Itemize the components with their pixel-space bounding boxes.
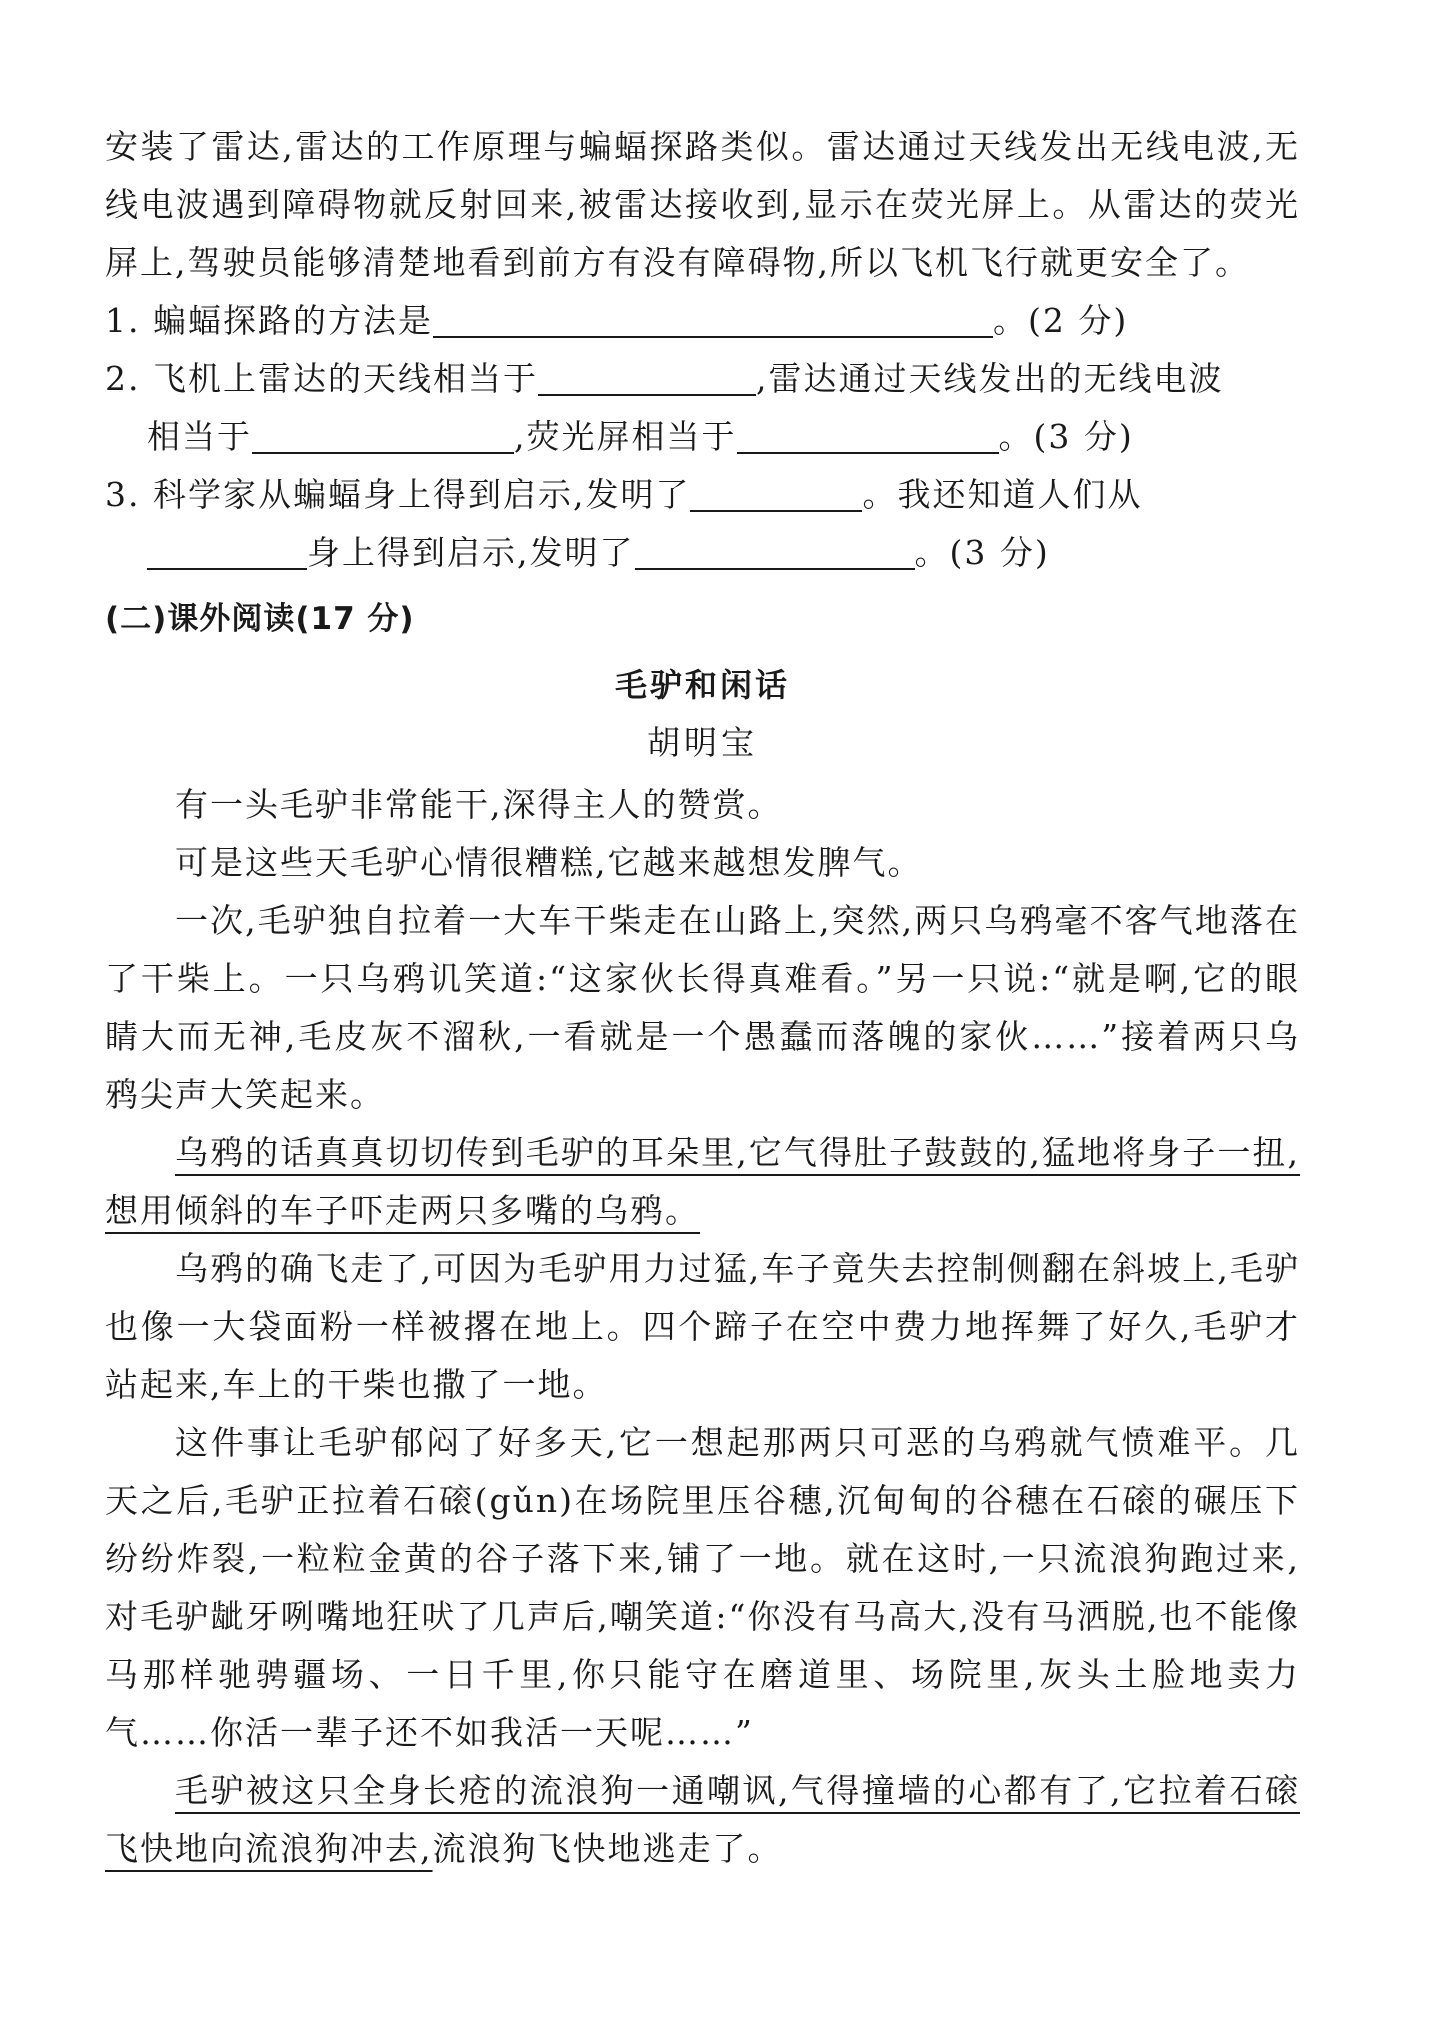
story-paragraph-7-rest: 流浪狗飞快地逃走了。: [432, 1829, 783, 1868]
q1-suffix: 。(2 分): [992, 301, 1129, 340]
story-paragraph-4: [105, 1124, 1300, 1240]
question-3-line-1: [105, 466, 1300, 524]
q2-mid1: ,雷达通过天线发出的无线电波: [755, 359, 1224, 398]
q1-answer-blank[interactable]: [433, 298, 993, 338]
section-heading: (二)课外阅读(17 分): [105, 601, 415, 637]
underlined-sentence-1: 乌鸦的话真真切切传到毛驴的耳朵里,它气得肚子鼓鼓的,猛地将身子一扭,想用倾斜的车子吓走两只多嘴的乌鸦。: [105, 1133, 1300, 1230]
story-paragraph-1: 有一头毛驴非常能干,深得主人的赞赏。: [175, 785, 783, 824]
question-3-line-2: [105, 524, 1300, 582]
q3-mid2: 身上得到启示,发明了: [307, 533, 635, 572]
q3-blank-invention-2[interactable]: [635, 530, 915, 570]
story-paragraph-5: 乌鸦的确飞走了,可因为毛驴用力过猛,车子竟失去控制侧翻在斜坡上,毛驴也像一大袋面粉一样被撂在地上。四个蹄子在空中费力地挥舞了好久,毛驴才站起来,车上的干柴也撒了一地。: [105, 1249, 1300, 1404]
q2-blank-antenna[interactable]: [538, 356, 756, 396]
q3-prefix: 3. 科学家从蝙蝠身上得到启示,发明了: [105, 475, 691, 514]
q2-suffix: 。(3 分): [998, 417, 1134, 456]
question-2-line-1: [105, 350, 1300, 408]
q2-blank-screen[interactable]: [737, 414, 999, 454]
intro-passage: 安装了雷达,雷达的工作原理与蝙蝠探路类似。雷达通过天线发出无线电波,无线电波遇到障碍物就反射回来,被雷达接收到,显示在荧光屏上。从雷达的荧光屏上,驾驶员能够清楚地看到前方有没有障碍物,所以飞机飞行就更安全了。: [105, 127, 1300, 282]
exam-page: [105, 118, 1300, 1878]
story-paragraph-6: 这件事让毛驴郁闷了好多天,它一想起那两只可恶的乌鸦就气愤难平。几天之后,毛驴正拉着石磙(gǔn)在场院里压谷穗,沉甸甸的谷穗在石磙的碾压下纷纷炸裂,一粒粒金黄的谷子落下来,铺了一地。就在这时,一只流浪狗跑过来,对毛驴龇牙咧嘴地狂吠了几声后,嘲笑道:“你没有马高大,没有马洒脱,也不能像马那样驰骋疆场、一日千里,你只能守在磨道里、场院里,灰头土脸地卖力气……你活一辈子还不如我活一天呢……”: [105, 1423, 1300, 1752]
story-paragraph-3: 一次,毛驴独自拉着一大车干柴走在山路上,突然,两只乌鸦毫不客气地落在了干柴上。一只乌鸦讥笑道:“这家伙长得真难看。”另一只说:“就是啊,它的眼睛大而无神,毛皮灰不溜秋,一看就是一个愚蠢而落魄的家伙……”接着两只乌鸦尖声大笑起来。: [105, 901, 1300, 1114]
q3-blank-invention[interactable]: [690, 472, 862, 512]
question-2-line-2: [105, 408, 1300, 466]
q2-mid2: ,荧光屏相当于: [514, 417, 737, 456]
question-1: [105, 292, 1300, 350]
q3-mid1: 。我还知道人们从: [862, 475, 1143, 514]
q3-suffix: 。(3 分): [914, 533, 1050, 572]
story-title: 毛驴和闲话: [614, 666, 790, 704]
story-paragraph-2: 可是这些天毛驴心情很糟糕,它越来越想发脾气。: [175, 843, 923, 882]
q2-blank-radio-wave[interactable]: [252, 414, 514, 454]
story-paragraph-7: [105, 1762, 1300, 1878]
q2-prefix: 2. 飞机上雷达的天线相当于: [105, 359, 538, 398]
q1-prefix: 1. 蝙蝠探路的方法是: [105, 301, 433, 340]
story-author: 胡明宝: [647, 723, 758, 762]
q2-line2-prefix: 相当于: [147, 417, 252, 456]
underlined-sentence-2: 毛驴被这只全身长疮的流浪狗一通嘲讽,气得撞墙的心都有了,它拉着石磙飞快地向流浪狗冲去,: [105, 1771, 1300, 1868]
q3-blank-source[interactable]: [147, 530, 307, 570]
